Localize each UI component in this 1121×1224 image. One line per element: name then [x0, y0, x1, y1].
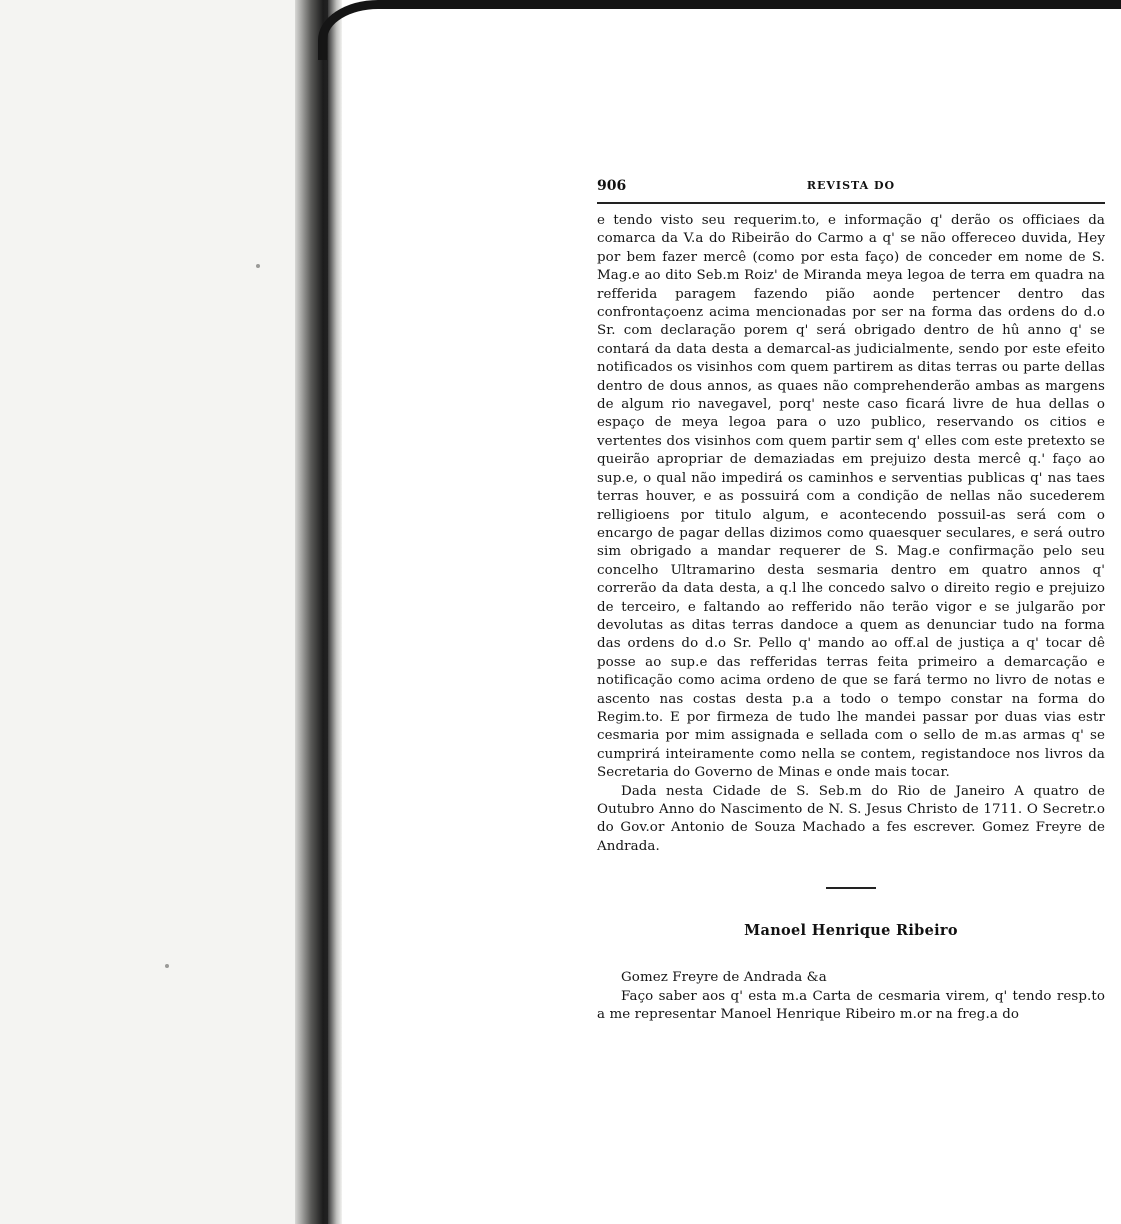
facing-page	[0, 0, 305, 1224]
section-title: Manoel Henrique Ribeiro	[744, 922, 958, 940]
section-body	[597, 969, 1105, 1024]
speck	[256, 264, 260, 268]
page-top-edge	[318, 0, 1121, 60]
closing-paragraph: Dada nesta Cidade de S. Seb.m do Rio de Janeiro A quatro de Outubro Anno do Nascimento de N. S. Jesus Christo de 1711. O Secretr.o do Gov.or Antonio de Souza Machado a fes escrever. Gomez Freyre de Andrada.	[597, 783, 1105, 854]
section-paragraph: Faço saber aos q' esta m.a Carta de cesmaria virem, q' tendo resp.to a me representar Manoel Henrique Ribeiro m.or na freg.a do	[597, 988, 1105, 1023]
speck	[165, 964, 169, 968]
document-page	[597, 178, 1105, 1024]
running-title: REVISTA DO	[806, 179, 896, 192]
document-body	[597, 212, 1105, 856]
running-header	[597, 178, 1105, 204]
section-divider	[826, 887, 876, 889]
section-salutation: Gomez Freyre de Andrada &a	[621, 970, 827, 986]
page-gutter	[328, 0, 342, 1224]
body-paragraph: e tendo visto seu requerim.to, e informação q' derão os officiaes da comarca da V.a do Ribeirão do Carmo a q' se não offereceo duvida, Hey por bem fazer mercê (como por esta faço) de conceder em nome de S. Mag.e ao dito Seb.m Roiz' de Miranda meya legoa de terra em quadra na refferida paragem fazendo pião aonde pertencer dentro das confrontaçoenz acima mencionadas por ser na forma das ordens do d.o Sr. com declaração porem q' será obrigado dentro de hû anno q' se contará da data desta a demarcal-as judicialmente, sendo por este efeito notificados os visinhos com quem partirem as ditas terras ou parte dellas dentro de dous annos, as quaes não comprehenderão ambas as margens de algum rio navegavel, porq' neste caso ficará livre de hua dellas o espaço de meya legoa para o uzo publico, reservando os citios e vertentes dos visinhos com quem partir sem q' elles com este pretexto se queirão apropriar de demaziadas em prejuizo desta mercê q.' faço ao sup.e, o qual não impedirá os caminhos e serventias publicas q' nas taes terras houver, e as possuirá com a condição de nellas não sucederem relligioens por titulo algum, e acontecendo possuil-as será com o encargo de pagar dellas dizimos como quaesquer seculares, e será outro sim obrigado a mandar requerer de S. Mag.e confirmação pelo seu concelho Ultramarino desta sesmaria dentro em quatro annos q' correrão da data desta, a q.l lhe concedo salvo o direito regio e prejuizo de terceiro, e faltando ao refferido não terão vigor e se julgarão por devolutas as ditas terras dandoce a quem as denunciar tudo na forma das ordens do d.o Sr. Pello q' mando ao off.al de justiça a q' tocar dê posse ao sup.e das refferidas terras feita primeiro a demarcação e notificação como acima ordeno de que se fará termo no livro de notas e ascento nas costas desta p.a a todo o tempo constar na forma do Regim.to. E por firmeza de tudo lhe mandei passar por duas vias estr cesmaria por mim assignada e sellada com o sello de m.as armas q' se cumprirá inteiramente como nella se contem, registandoce nos livros da Secretaria do Governo de Minas e onde mais tocar.	[597, 213, 1105, 781]
page-number: 906	[597, 178, 627, 194]
